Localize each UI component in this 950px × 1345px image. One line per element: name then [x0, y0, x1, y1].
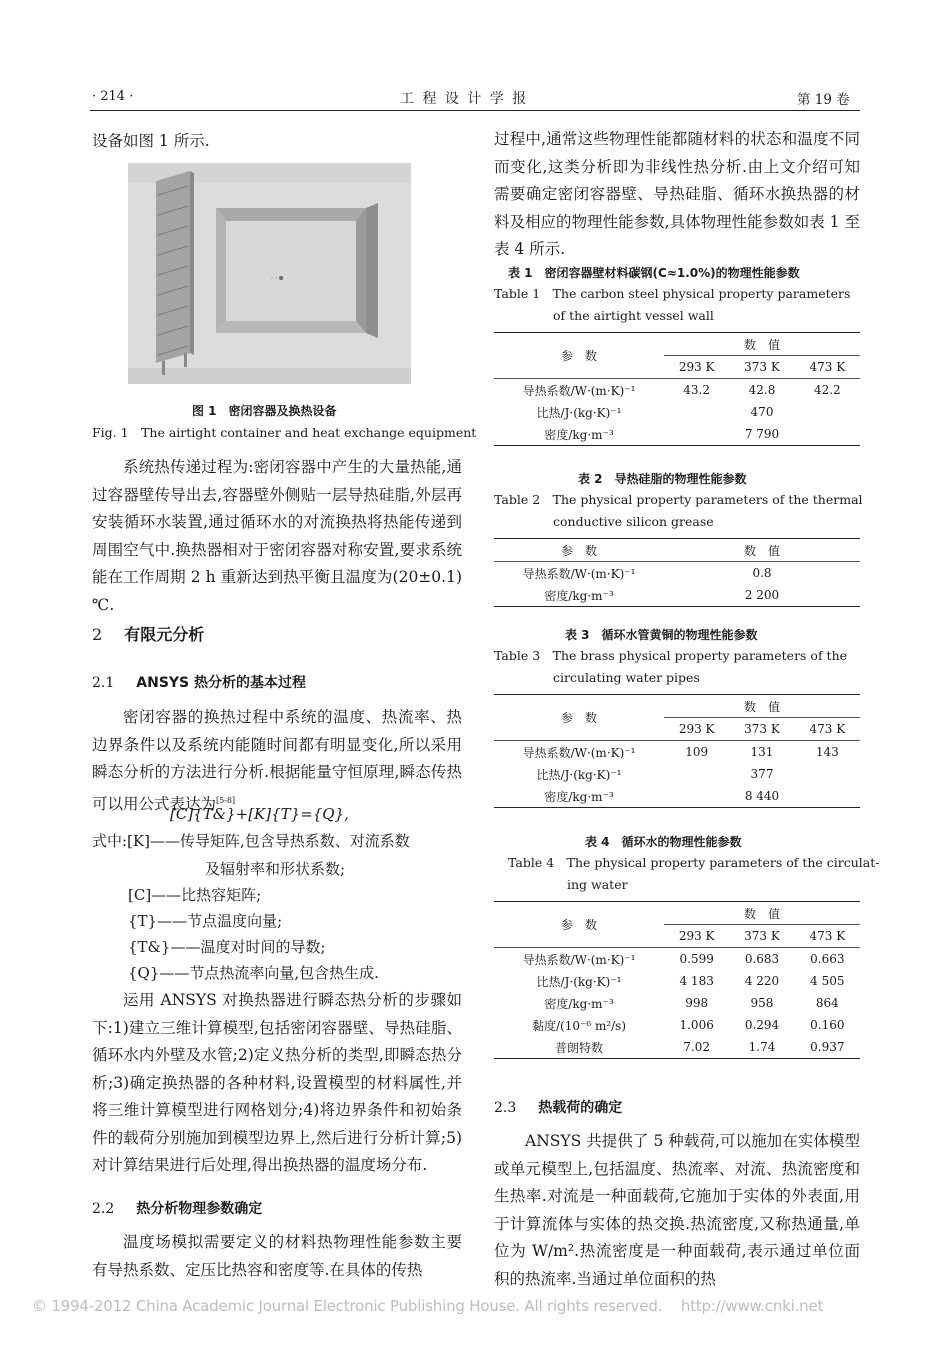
intro-text: 设备如图 1 所示. [92, 132, 210, 150]
figure-1-image [128, 163, 411, 384]
table-2-row-label: 密度/kg·m⁻³ [544, 588, 614, 603]
paragraph-heat-transfer: 系统热传递过程为:密闭容器中产生的大量热能,通过容器壁传导出去,容器壁外侧贴一层导热硅脂,外层再安装循环水装置,通过循环水的对流换热将热能传递到周围空气中.换热器相对于密闭容器对称安置,要求系统能在工作周期 2 h 重新达到热平衡且温度为(20±0.1) ℃. [92, 458, 462, 614]
header-rule [90, 110, 860, 111]
paragraph-heat-load: ANSYS 共提供了 5 种载荷,可以施加在实体模型或单元模型上,包括温度、热流率、对流、热流密度和生热率.对流是一种面载荷,它施加于实体的外表面,用于计算流体与实体的热交换.热流密度,又称热通量,单位为 W/m².热流密度是一种面载荷,表示通过单位面积的热流率.当通过单位面积的热 [494, 1132, 860, 1288]
paragraph-transient [92, 704, 462, 818]
table-4-header-param: 参 数 [494, 902, 664, 948]
cnki-link[interactable]: http://www.cnki.net [680, 1297, 824, 1315]
table-1 [494, 332, 860, 446]
table-4-col-473: 473 K [795, 925, 860, 948]
where-q: {Q}——节点热流率向量,包含热生成. [128, 964, 379, 982]
section-2-1-title: ANSYS 热分析的基本过程 [136, 675, 306, 691]
where-k-cont: 及辐射率和形状系数; [205, 860, 346, 878]
table-1-cell: 42.2 [813, 383, 841, 397]
table-row [494, 948, 860, 971]
table-4-caption-en2: ing water [567, 877, 628, 892]
table-3-header-param: 参 数 [494, 695, 664, 741]
table-2 [494, 538, 860, 607]
where-t: {T}——节点温度向量; [128, 912, 283, 930]
table-4-caption-cn: 表 4 循环水的物理性能参数 [585, 835, 742, 849]
table-4-cell: 958 [750, 996, 774, 1010]
table-4-cell: 1.006 [679, 1018, 714, 1032]
table-3-col-473: 473 K [795, 718, 860, 741]
table-row [494, 992, 860, 1014]
table-3-col-373: 373 K [729, 718, 794, 741]
table-row [494, 1036, 860, 1059]
table-3-row-label: 导热系数/W·(m·K)⁻¹ [522, 745, 636, 760]
table-3 [494, 694, 860, 808]
table-4-header-value: 数 值 [664, 902, 860, 925]
section-2-2-number: 2.2 [92, 1201, 115, 1217]
table-4-cell: 0.160 [810, 1018, 845, 1032]
table-3-header-value: 数 值 [664, 695, 860, 718]
table-1-cell: 43.2 [683, 383, 711, 397]
table-2-header-value: 数 值 [664, 539, 860, 562]
table-row [494, 970, 860, 992]
table-3-cell: 109 [685, 745, 709, 759]
table-3-cell: 131 [750, 745, 774, 759]
table-1-col-373: 373 K [729, 356, 794, 379]
paragraph-params: 温度场模拟需要定义的材料热物理性能参数主要有导热系数、定压比热容和密度等.在具体的传热 [92, 1233, 462, 1279]
table-4-cell: 0.937 [810, 1040, 845, 1054]
formula: [C]{T&}+[K]{T}={Q}, [170, 805, 349, 823]
table-4-caption-en1: Table 4 The physical property parameters of the circulat- [508, 855, 880, 870]
table-4-cell: 7.02 [683, 1040, 711, 1054]
copyright-notice [32, 1297, 823, 1315]
section-2-heading [92, 622, 204, 645]
section-2-1-number: 2.1 [92, 675, 115, 691]
figure-1-caption-cn: 图 1 密闭容器及换热设备 [192, 404, 337, 418]
table-4-row-label: 比热/J·(kg·K)⁻¹ [536, 974, 622, 989]
table-2-cell: 2 200 [744, 588, 780, 602]
section-2-title: 有限元分析 [124, 625, 205, 644]
table-4-row-label: 黏度/(10⁻⁶ m²/s) [531, 1018, 627, 1033]
section-2-3-number: 2.3 [494, 1100, 517, 1116]
section-2-2-heading [92, 1198, 262, 1218]
table-4 [494, 901, 860, 1059]
table-4-cell: 4 183 [679, 974, 714, 988]
table-4-col-373: 373 K [729, 925, 794, 948]
table-3-cell: 143 [815, 745, 839, 759]
table-1-row-label: 导热系数/W·(m·K)⁻¹ [522, 383, 636, 398]
section-2-number: 2 [92, 625, 103, 644]
table-4-col-293: 293 K [664, 925, 729, 948]
table-4-row-label: 密度/kg·m⁻³ [544, 996, 614, 1011]
table-4-cell: 998 [685, 996, 709, 1010]
table-1-col-473: 473 K [795, 356, 860, 379]
table-2-caption-en1: Table 2 The physical property parameters of the thermal [494, 492, 863, 507]
figure-1-caption-en: Fig. 1 The airtight container and heat exchange equipment [92, 425, 477, 440]
table-1-cell: 470 [750, 405, 774, 419]
table-3-cell: 377 [750, 767, 774, 781]
citation-ref: [5-8] [216, 795, 236, 805]
table-2-cell: 0.8 [752, 566, 772, 580]
table-3-cell: 8 440 [744, 789, 780, 803]
table-3-caption-en1: Table 3 The brass physical property parameters of the [494, 648, 848, 663]
table-1-header-value: 数 值 [664, 333, 860, 356]
table-4-cell: 0.599 [679, 952, 714, 966]
table-2-caption-cn: 表 2 导热硅脂的物理性能参数 [578, 472, 747, 486]
table-2-header-param: 参 数 [494, 539, 664, 562]
section-2-3-title: 热载荷的确定 [538, 1100, 623, 1116]
table-1-cell: 42.8 [748, 383, 776, 397]
table-2-caption-en2: conductive silicon grease [553, 514, 714, 529]
where-c: [C]——比热容矩阵; [128, 886, 262, 904]
table-4-cell: 0.683 [744, 952, 780, 966]
where-t-dot: {T&}——温度对时间的导数; [128, 938, 326, 956]
table-1-row-label: 密度/kg·m⁻³ [544, 427, 614, 442]
table-4-cell: 4 220 [744, 974, 780, 988]
table-4-cell: 0.663 [810, 952, 845, 966]
table-1-col-293: 293 K [664, 356, 729, 379]
table-1-header-param: 参 数 [494, 333, 664, 379]
table-4-row-label: 导热系数/W·(m·K)⁻¹ [522, 952, 636, 967]
page-number: · 214 · [92, 89, 134, 104]
journal-title: 工 程 设 计 学 报 [400, 91, 529, 107]
table-3-caption-en2: circulating water pipes [553, 670, 700, 685]
table-3-caption-cn: 表 3 循环水管黄铜的物理性能参数 [565, 628, 758, 642]
table-1-caption-en1: Table 1 The carbon steel physical property parameters [494, 286, 851, 301]
volume-label: 第 19 卷 [797, 92, 850, 108]
table-4-cell: 1.74 [748, 1040, 776, 1054]
table-4-cell: 0.294 [744, 1018, 780, 1032]
table-1-caption-cn: 表 1 密闭容器壁材料碳钢(C≈1.0%)的物理性能参数 [508, 266, 800, 280]
copyright-text: © 1994-2012 China Academic Journal Electronic Publishing House. All rights reserved. [32, 1297, 663, 1315]
table-1-caption-en2: of the airtight vessel wall [553, 308, 714, 323]
table-4-cell: 864 [815, 996, 839, 1010]
section-2-1-heading [92, 672, 306, 692]
table-3-col-293: 293 K [664, 718, 729, 741]
paragraph-transient-text: 密闭容器的换热过程中系统的温度、热流率、热边界条件以及系统内能随时间都有明显变化,所以采用瞬态分析的方法进行分析.根据能量守恒原理,瞬态传热可以用公式表达为 [92, 708, 462, 813]
section-2-2-title: 热分析物理参数确定 [136, 1201, 263, 1217]
paragraph-ansys-steps: 运用 ANSYS 对换热器进行瞬态热分析的步骤如下:1)建立三维计算模型,包括密闭容器壁、导热硅脂、循环水内外壁及水管;2)定义热分析的类型,即瞬态热分析;3)确定换热器的各种材料,设置模型的材料属性,并将三维计算模型进行网格划分;4)将边界条件和初始条件的载荷分别施加到模型边界上,然后进行分析计算;5)对计算结果进行后处理,得出换热器的温度场分布. [92, 991, 462, 1174]
table-1-cell: 7 790 [744, 427, 780, 441]
table-2-row-label: 导热系数/W·(m·K)⁻¹ [522, 566, 636, 581]
table-4-cell: 4 505 [810, 974, 845, 988]
table-1-row-label: 比热/J·(kg·K)⁻¹ [536, 405, 622, 420]
table-row [494, 1014, 860, 1036]
table-3-row-label: 密度/kg·m⁻³ [544, 789, 614, 804]
section-2-3-heading [494, 1097, 622, 1117]
table-3-row-label: 比热/J·(kg·K)⁻¹ [536, 767, 622, 782]
paragraph-nonlinear: 过程中,通常这些物理性能都随材料的状态和温度不同而变化,这类分析即为非线性热分析.由上文介绍可知需要确定密闭容器壁、导热硅脂、循环水换热器的材料及相应的物理性能参数,具体物理性能参数如表 1 至表 4 所示. [494, 130, 860, 258]
where-k: 式中:[K]——传导矩阵,包含导热系数、对流系数 [92, 832, 410, 850]
table-4-row-label: 普朗特数 [554, 1040, 603, 1055]
